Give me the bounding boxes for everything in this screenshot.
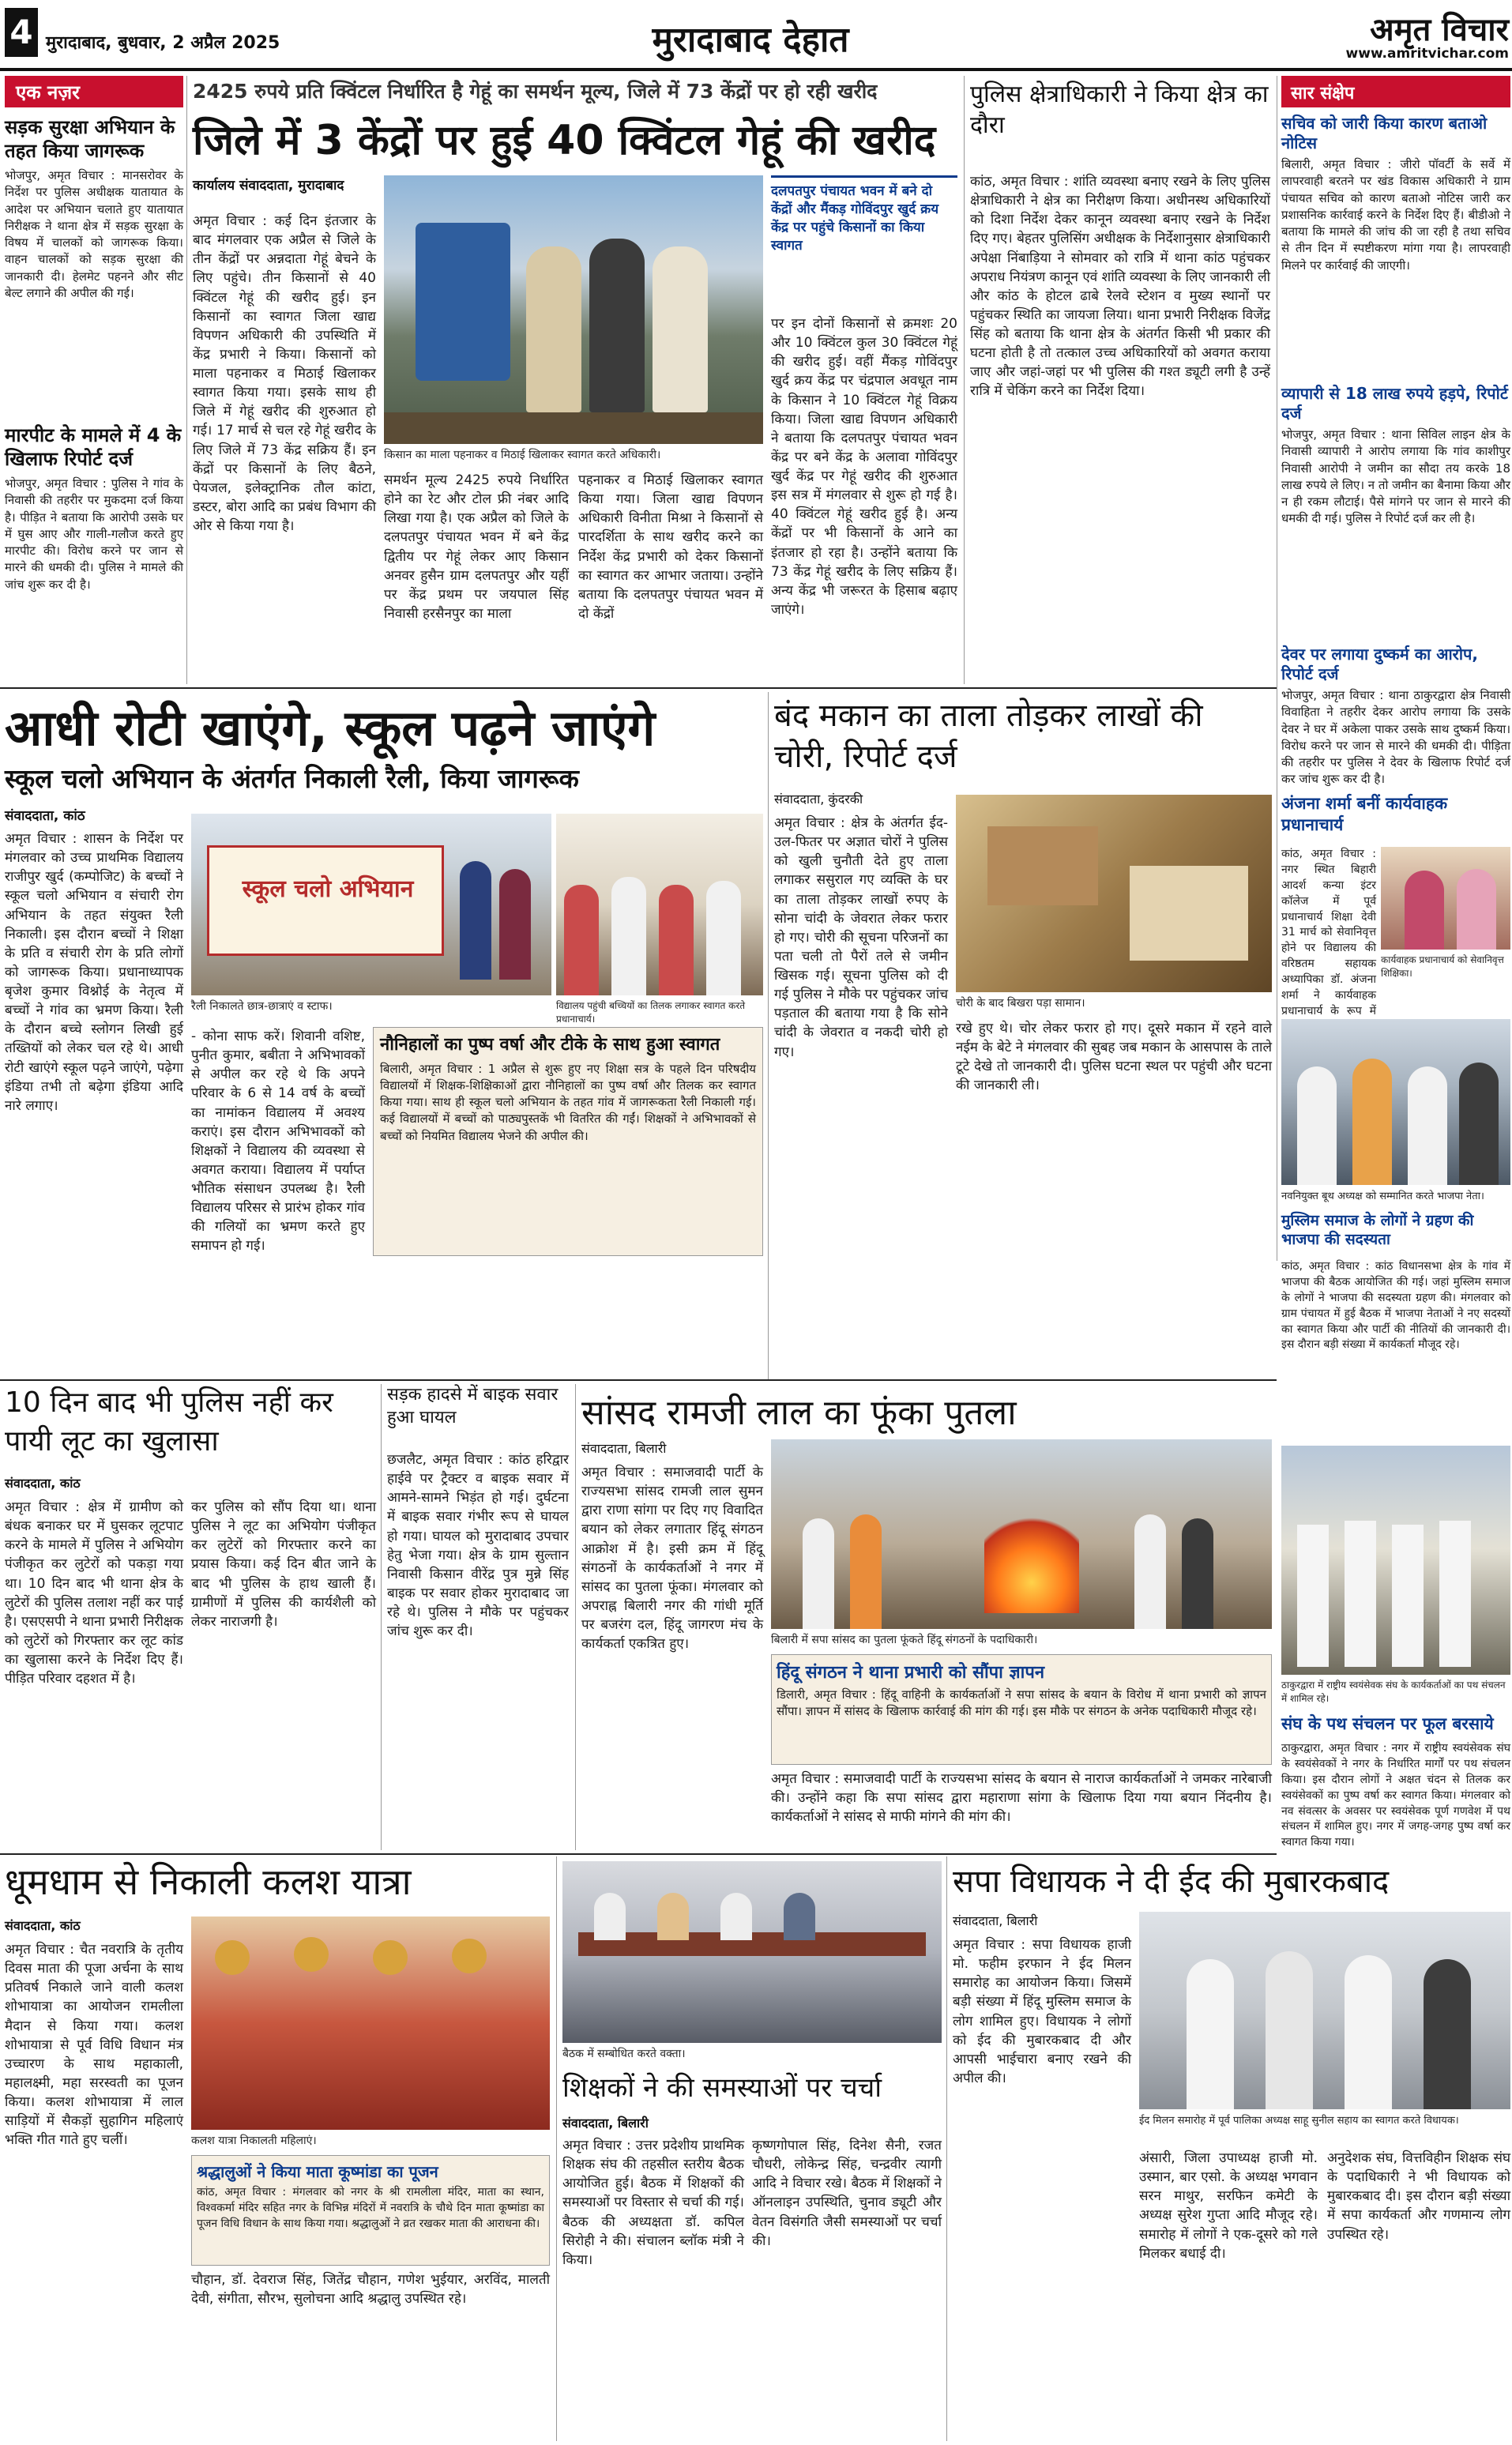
loot-headline: 10 दिन बाद भी पुलिस नहीं कर पायी लूट का खुलासा bbox=[5, 1386, 333, 1458]
sidebar-body: भोजपुर, अमृत विचार : थाना सिविल लाइन क्षेत्र के निवासी व्यापारी ने आरोप लगाया कि गांव काशीपुर निवासी आरोपी ने जमीन का सौदा तय करके 18 लाख रुपये ले लिए। न तो जमीन का बैनामा किया और न ही रकम लौटाई। पैसे मांगने पर जान से मारने की धमकी दी गई। पुलिस ने रिपोर्ट दर्ज कर ली है। bbox=[1281, 427, 1510, 526]
bjp-photo-caption: नवनियुक्त बूथ अध्यक्ष को सम्मानित करते भाजपा नेता। bbox=[1281, 1191, 1484, 1202]
rally-subhead: स्कूल चलो अभियान के अंतर्गत निकाली रैली, किया जागरूक bbox=[5, 763, 579, 794]
sidebar-body: भोजपुर, अमृत विचार : थाना ठाकुरद्वारा क्षेत्र निवासी विवाहिता ने तहरीर देकर आरोप लगाया कि उसके देवर ने घर में अकेला पाकर उसके साथ दुष्कर्म किया। विरोध करने पर जान से मारने की धमकी दी। पीड़िता की तहरीर पर पुलिस ने देवर के खिलाफ रिपोर्ट दर्ज कर जांच शुरू कर दी है। bbox=[1281, 688, 1510, 787]
header-rule bbox=[0, 68, 1512, 71]
bjp-headline: मुस्लिम समाज के लोगों ने ग्रहण की भाजपा की सदस्यता bbox=[1281, 1212, 1474, 1248]
effigy-photo-caption: बिलारी में सपा सांसद का पुतला फूंकते हिंदू संगठनों के पदाधिकारी। bbox=[771, 1634, 1038, 1646]
kalash-sub-box bbox=[191, 2155, 550, 2266]
kalash-sub-headline: श्रद्धालुओं ने किया माता कूष्मांडा का पूजन bbox=[197, 2162, 438, 2181]
kalash-sub-body: कांठ, अमृत विचार : मंगलवार को नगर के श्री रामलीला मंदिर, माता का स्थान, विश्वकर्मा मंदिर सहित नगर के विभिन्न मंदिरों में नवरात्रि के चौथे दिन माता कूष्मांडा का पूजन विधि विधान के साथ किया गया। श्रद्धालुओं ने व्रत रखकर माता की आराधना की। bbox=[197, 2186, 544, 2230]
police-body: कांठ, अमृत विचार : शांति व्यवस्था बनाए रखने के लिए पुलिस क्षेत्राधिकारी ने क्षेत्र का निरीक्षण किया। अधीनस्थ अधिकारियों को दिशा निर्देश देकर कानून व्यवस्था बनाए रखने के निर्देश दिए गए। बेहतर पुलिसिंग अधीक्षक के निर्देशानुसार क्षेत्राधिकारी अपेक्षा निंबाड़िया ने सोमवार को रात्रि में थाना कांठ पहुंचकर अपराध नियंत्रण कानून एवं शांति व्यवस्था के लिए जानकारी ली और कांठ के होटल ढाबे रेलवे स्टेशन व मुख्य स्थानों पर पहुंचकर स्थिति का जायजा लिया। थाना प्रभारी निरीक्षक विजेंद्र सिंह को बताया कि थाना क्षेत्र के अंतर्गत किसी भी प्रकार की घटना होती है तो तत्काल उच्च अधिकारियों को अवगत कराया जाए और जहां-जहां पर भी पुलिस की गश्त ड्यूटी लगी है उन्हें रात्रि में चेकिंग करने का निर्देश दिया। bbox=[970, 174, 1270, 400]
teacher-photo bbox=[1381, 847, 1510, 950]
wheat-headline: जिले में 3 केंद्रों पर हुई 40 क्विंटल गेहूं की खरीद bbox=[193, 117, 936, 164]
left-brief-column bbox=[5, 76, 183, 684]
effigy-headline: सांसद रामजी लाल का फूंका पुतला bbox=[581, 1393, 1017, 1433]
wheat-body-col3: पहनाकर व मिठाई खिलाकर स्वागत किया गया। जिला खाद्य विपणन अधिकारी विनीता मिश्रा ने किसानों से पारदर्शिता के साथ खरीद करने का निर्देश केंद्र प्रभारी को देकर किसानों का स्वागत कर आभार जताया। उन्होंने बताया कि दलपतपुर पंचायत भवन में दो केंद्रों bbox=[578, 472, 763, 622]
rally-body-col2: - कोना साफ करें। शिवानी वशिष्ट, पुनीत कुमार, बबीता ने अभिभावकों से अपील कर रहे थे कि अपने परिवार के 6 से 14 वर्ष के बच्चों का नामांकन विद्यालय में अवश्य कराएं। इस दौरान अभिभावकों को शिक्षकों ने विद्यालय की व्यवस्था से अवगत कराया। विद्यालय में पर्याप्त भौतिक संसाधन उपलब्ध है। रैली विद्यालय परिसर से प्रारंभ होकर गांव की गलियों का भ्रमण करते हुए समापन हो गई। bbox=[191, 1029, 365, 1254]
brief-body: भोजपुर, अमृत विचार : पुलिस ने गांव के निवासी की तहरीर पर मुकदमा दर्ज किया है। पीड़ित ने बताया कि आरोपी उसके घर में घुस आए और गाली-गलौज करते हुए मारपीट की। विरोध करने पर जान से मारने की धमकी दी। पुलिस ने मामले की जांच शुरू कर दी है। bbox=[5, 476, 183, 592]
wheat-body-col1: अमृत विचार : कई दिन इंतजार के बाद मंगलवार एक अप्रैल से जिले के तीन केंद्रों पर अन्नदाता गेहूं बेचने के लिए पहुंचे। तीन किसानों से 40 क्विंटल गेहूं की खरीद हुई। इन किसानों का स्वागत जिला खाद्य विपणन अधिकारी की उपस्थिति में केंद्र प्रभारी ने किया। किसानों को माला पहनाकर व मिठाई खिलाकर स्वागत किया गया। इसके साथ ही जिले में गेहूं खरीद की शुरुआत हो गई। 17 मार्च से चल रहे गेहूं खरीद के लिए जिले में 73 केंद्र सक्रिय हैं। इन केंद्रों पर किसानों के लिए बैठने, पेयजल, इलेक्ट्रानिक तौल कांटा, डस्टर, बोरा आदि का प्रबंध विभाग की ओर से किया गया है। bbox=[193, 213, 376, 534]
sidebar-item bbox=[1281, 384, 1510, 621]
rally-headline: आधी रोटी खाएंगे, स्कूल पढ़ने जाएंगे bbox=[5, 699, 656, 757]
theft-byline: संवाददाता, कुंदरकी bbox=[774, 792, 863, 807]
eid-photo-caption: ईद मिलन समारोह में पूर्व पालिका अध्यक्ष साहू सुनील सहाय का स्वागत करते विधायक। bbox=[1139, 2115, 1459, 2127]
eid-byline: संवाददाता, बिलारी bbox=[953, 1913, 1038, 1928]
loot-body-col2: कर पुलिस को सौंप दिया था। थाना पुलिस ने लूट का अभियोग पंजीकृत कर लुटेरों को गिरफ्तार करने का प्रयास किया। कई दिन बीत जाने के बाद भी पुलिस के हाथ खाली हैं। ग्रामीणों में पुलिस की कार्यशैली को लेकर नाराजगी है। bbox=[191, 1499, 376, 1630]
kalash-photo bbox=[191, 1917, 550, 2130]
eid-photo bbox=[1139, 1912, 1510, 2109]
effigy-sub-headline: हिंदू संगठन ने थाना प्रभारी को सौंपा ज्ञापन bbox=[777, 1663, 1045, 1683]
theft-headline: बंद मकान का ताला तोड़कर लाखों की चोरी, रिपोर्ट दर्ज bbox=[774, 698, 1203, 775]
wheat-byline: कार्यालय संवाददाता, मुरादाबाद bbox=[193, 178, 344, 194]
sidebar-item bbox=[1281, 114, 1510, 374]
theft-body-col1: अमृत विचार : क्षेत्र के अंतर्गत ईद-उल-फितर पर अज्ञात चोरों ने पुलिस को खुली चुनौती देते हुए ताला लगाकर ससुराल गए व्यक्ति के घर का ताला तोड़कर लाखों रुपए के सोना चांदी के जेवरात लेकर फरार हो गए। चोरी की सूचना परिजनों का पता चली तो पैरों तले से जमीन खिसक गई। सूचना पुलिस को दी गई पुलिस ने मौके पर पहुंचकर जांच पड़ताल की बताया गया है कि सोने चांदी के जेवरात व नकदी चोरी हो गए। bbox=[774, 815, 948, 1060]
meeting-body-col2: कृष्णगोपाल सिंह, दिनेश सैनी, रजत चौधरी, लोकेन्द्र सिंह, चन्द्रवीर त्यागी आदि ने विचार रखे। बैठक में शिक्षकों ने ऑनलाइन उपस्थिति, चुनाव ड्यूटी और वेतन विसंगति जैसी समस्याओं पर चर्चा की। bbox=[752, 2138, 942, 2249]
masthead bbox=[0, 0, 1512, 66]
eid-body-col2: अंसारी, जिला उपाध्यक्ष हाजी मो. उस्मान, बार एसो. के अध्यक्ष भगवान सरन माथुर, सरफिन कमेटी के अध्यक्ष सुरेश गुप्ता आदि मौजूद रहे। समारोह में लोगों ने एक-दूसरे को गले मिलकर बधाई दी। bbox=[1139, 2150, 1318, 2262]
rally-photo-1-caption: रैली निकालते छात्र-छात्राएं व स्टाफ। bbox=[191, 1000, 333, 1013]
notice-headline: नौनिहालों का पुष्प वर्षा और टीके के साथ हुआ स्वागत bbox=[380, 1035, 720, 1055]
effigy-body-col1: अमृत विचार : समाजवादी पार्टी के राज्यसभा सांसद रामजी लाल सुमन द्वारा राणा सांगा पर दिए गए विवादित बयान को लेकर लगातार हिंदू संगठन आक्रोश में है। इसी क्रम में हिंदू संगठनों के कार्यकर्ताओं ने नगर में सांसद का पुतला फूंका। मंगलवार को अपराह्न बिलारी नगर की गांधी मूर्ति पर बजरंग दल, हिंदू जागरण मंच के कार्यकर्ता एकत्रित हुए। bbox=[581, 1465, 763, 1653]
rally-photo-1 bbox=[191, 814, 551, 995]
sidebar-body: बिलारी, अमृत विचार : जीरो पॉवर्टी के सर्वे में लापरवाही बरतने पर खंड विकास अधिकारी ने ग्राम पंचायत सचिव को कारण बताओ नोटिस जारी कर प्रशासनिक कार्रवाई करने के निर्देश दिए हैं। बीडीओ ने बताया कि मामले की जांच की जा रही है तथा सचिव से तीन दिन में स्पष्टीकरण मांगा गया है। लापरवाही मिलने पर कार्रवाई की जाएगी। bbox=[1281, 157, 1510, 273]
meeting-headline: शिक्षकों ने की समस्याओं पर चर्चा bbox=[562, 2072, 882, 2104]
brief-item bbox=[5, 115, 183, 447]
brief-headline: सड़क सुरक्षा अभियान के तहत किया जागरूक bbox=[5, 116, 175, 162]
rally-byline: संवाददाता, कांठ bbox=[5, 808, 85, 824]
sidebar-headline: देवर पर लगाया दुष्कर्म का आरोप, रिपोर्ट दर्ज bbox=[1281, 645, 1478, 683]
meeting-photo bbox=[562, 1861, 942, 2043]
teacher-headline: अंजना शर्मा बनीं कार्यवाहक प्रधानाचार्य bbox=[1281, 794, 1448, 835]
police-headline: पुलिस क्षेत्राधिकारी ने किया क्षेत्र का दौरा bbox=[970, 81, 1269, 139]
rally-body-col1: अमृत विचार : शासन के निर्देश पर मंगलवार को उच्च प्राथमिक विद्यालय राजीपुर खुर्द (कम्पोजिट) के बच्चों ने स्कूल चलो अभियान व संचारी रोग अभियान के तहत संयुक्त रैली निकाली। इस दौरान बच्चों ने शिक्षा के प्रति व संचारी रोग के प्रति लोगों को जागरूक किया। प्रधानाध्यापक बृजेश कुमार विश्नोई के नेतृत्व में बच्चों ने गांव का भ्रमण किया। रैली के दौरान बच्चे स्लोगन लिखी हुई तख्तियों को लेकर चल रहे थे। आधी रोटी खाएंगे स्कूल पढ़ने जाएंगे, पढ़ेगा इंडिया तभी तो बढ़ेगा इंडिया आदि नारे लगाए। bbox=[5, 831, 183, 1114]
brand-logo: अमृत विचार bbox=[1370, 11, 1509, 48]
accident-headline: सड़क हादसे में बाइक सवार हुआ घायल bbox=[387, 1385, 559, 1428]
bjp-body: कांठ, अमृत विचार : कांठ विधानसभा क्षेत्र के गांव में भाजपा की बैठक आयोजित की गई। जहां मुस्लिम समाज के लोगों ने भाजपा की सदस्यता ग्रहण की। मंगलवार को ग्राम पंचायत में हुई बैठक में भाजपा नेताओं ने नए सदस्यों का स्वागत किया और पार्टी की नीतियों की जानकारी दी। इस दौरान बड़ी संख्या में कार्यकर्ता मौजूद रहे। bbox=[1281, 1260, 1510, 1352]
wheat-kicker: 2425 रुपये प्रति क्विंटल निर्धारित है गेहूं का समर्थन मूल्य, जिले में 73 केंद्रों पर हो रही खरीद bbox=[193, 80, 878, 103]
rally-banner-text: स्कूल चलो अभियान bbox=[242, 875, 414, 903]
kalash-photo-caption: कलश यात्रा निकालती महिलाएं। bbox=[191, 2135, 317, 2147]
notice-box bbox=[373, 1027, 763, 1256]
effigy-sub-body: डिलारी, अमृत विचार : हिंदू वाहिनी के कार्यकर्ताओं ने सपा सांसद के बयान के विरोध में थाना प्रभारी को ज्ञापन सौंपा। ज्ञापन में सांसद के खिलाफ कार्रवाई की मांग की गई। इस मौके पर संगठन के अनेक पदाधिकारी मौजूद रहे। bbox=[777, 1687, 1266, 1719]
loot-byline: संवाददाता, कांठ bbox=[5, 1476, 81, 1491]
sidebar-tag: सार संक्षेप bbox=[1281, 76, 1510, 107]
kalash-body-col3: चौहान, डॉ. देवराज सिंह, जितेंद्र चौहान, गणेश भुईयार, अरविंद, मालती देवी, संगीता, सौरभ, सुलोचना आदि श्रद्धालु उपस्थित रहे। bbox=[191, 2272, 550, 2308]
wheat-photo bbox=[384, 175, 763, 444]
eid-body-col1: अमृत विचार : सपा विधायक हाजी मो. फहीम इरफान ने ईद मिलन समारोह का आयोजन किया। जिसमें बड़ी संख्या में हिंदू मुस्लिम समाज के लोग शामिल हुए। विधायक ने लोगों को ईद की मुबारकबाद दी और आपसी भाईचारा बनाए रखने की अपील की। bbox=[953, 1937, 1131, 2086]
rss-headline: संघ के पथ संचलन पर फूल बरसाये bbox=[1281, 1714, 1494, 1733]
rally-photo-2 bbox=[556, 814, 763, 995]
meeting-byline: संवाददाता, बिलारी bbox=[562, 2116, 649, 2131]
effigy-photo bbox=[771, 1439, 1272, 1629]
brief-headline: मारपीट के मामले में 4 के खिलाफ रिपोर्ट दर्ज bbox=[5, 424, 182, 470]
wheat-body-col2: समर्थन मूल्य 2425 रुपये निर्धारित होने का रेट और टोल फ्री नंबर आदि लिखा गया है। एक अप्रैल को जिले के दलपतपुर पंचायत भवन में बने केंद्र द्वितीय पर गेहूं लेकर आए किसान अनवर हुसैन ग्राम दलपतपुर और यहीं पर केंद्र प्रथम पर जयपाल सिंह निवासी हरसैनपुर का माला bbox=[384, 472, 569, 622]
meeting-photo-caption: बैठक में सम्बोधित करते वक्ता। bbox=[562, 2048, 686, 2060]
eid-headline: सपा विधायक ने दी ईद की मुबारकबाद bbox=[953, 1864, 1390, 1900]
theft-body-col2: रखे हुए थे। चोर लेकर फरार हो गए। दूसरे मकान में रहने वाले नईम के बेटे ने मंगलवार की सुबह जब मकान के आसपास के ताले टूटे देखे तो जानकारी दी। पुलिस घटना स्थल पर पहुंची और घटना की जानकारी ली। bbox=[956, 1021, 1272, 1094]
rss-photo-caption: ठाकुरद्वारा में राष्ट्रीय स्वयंसेवक संघ के कार्यकर्ताओं का पथ संचलन में शामिल रहे। bbox=[1281, 1680, 1506, 1704]
accident-body: छजलैट, अमृत विचार : कांठ हरिद्वार हाईवे पर ट्रैक्टर व बाइक सवार में आमने-सामने भिड़ंत हो गई। दुर्घटना में बाइक सवार गंभीर रूप से घायल हो गया। घायल को मुरादाबाद उपचार हेतु भेजा गया। क्षेत्र के ग्राम सुल्तान निवासी किसान वीरेंद्र पुत्र मुन्ने सिंह बाइक पर सवार होकर मुरादाबाद जा रहे थे। पुलिस ने मौके पर पहुंचकर जांच शुरू कर दी। bbox=[387, 1452, 569, 1640]
rss-photo bbox=[1281, 1446, 1510, 1675]
kalash-body-col1: अमृत विचार : चैत नवरात्रि के तृतीय दिवस माता की पूजा अर्चना के साथ प्रतिवर्ष निकाले जाने वाली कलश शोभायात्रा का आयोजन रामलीला मैदान से किया गया। कलश शोभायात्रा से पूर्व विधि विधान मंत्र उच्चारण के साथ महाकाली, महालक्ष्मी, महा सरस्वती का पूजन किया। कलश शोभायात्रा में लाल साड़ियों में सैकड़ों सुहागिन महिलाएं भक्ति गीत गाते हुए चलीं। bbox=[5, 1942, 183, 2149]
dateline: मुरादाबाद, बुधवार, 2 अप्रैल 2025 bbox=[46, 33, 280, 53]
sidebar-headline: सचिव को जारी किया कारण बताओ नोटिस bbox=[1281, 114, 1488, 152]
sidebar-headline: व्यापारी से 18 लाख रुपये हड़पे, रिपोर्ट दर्ज bbox=[1281, 384, 1508, 423]
effigy-byline: संवाददाता, बिलारी bbox=[581, 1441, 667, 1456]
section-title: मुरादाबाद देहात bbox=[652, 20, 849, 60]
wheat-body-col4: पर इन दोनों किसानों से क्रमशः 20 और 10 क्विंटल कुल 30 क्विंटल गेहूं की खरीद हुई। वहीं मैंकड़ गोविंदपुर खुर्द क्रय केंद्र पर चंद्रपाल अवधूत नाम के किसान ने 10 क्विंटल गेहूं विक्रय किया। जिला खाद्य विपणन अधिकारी ने बताया कि दलपतपुर पंचायत भवन केंद्र पर बने केंद्र के अलावा गोविंदपुर खुर्द केंद्र पर गेहूं खरीद की शुरुआत इस सत्र में मंगलवार से शुरू हो गई है। 40 क्विंटल गेहूं खरीद हुई है। अन्य केंद्रों पर भी किसानों के आने का इंतजार हो रहा है। उन्होंने बताया कि 73 केंद्र गेहूं खरीद के लिए सक्रिय हैं। अन्य केंद्र भी जरूरत के हिसाब बढ़ाए जाएंगे। bbox=[771, 316, 957, 618]
brief-tag: एक नज़र bbox=[5, 76, 183, 107]
wheat-side-head: दलपतपुर पंचायत भवन में बने दो केंद्रों और मैंकड़ गोविंदपुर खुर्द क्रय केंद्र पर पहुंचे किसानों का किया स्वागत bbox=[771, 175, 957, 310]
loot-body-col1: अमृत विचार : क्षेत्र में ग्रामीण को बंधक बनाकर घर में घुसकर लूटपाट करने के मामले में पुलिस ने अभियोग पंजीकृत कर लुटेरों को पकड़ा गया था। 10 दिन बाद भी थाना क्षेत्र के लुटेरों की पुलिस तलाश नहीं कर पाई है। एसएसपी ने थाना प्रभारी निरीक्षक को लुटेरों को गिरफ्तार कर लूट कांड का खुलासा करने के निर्देश दिए हैं। पीड़ित परिवार दहशत में है। bbox=[5, 1499, 183, 1687]
website: www.amritvichar.com bbox=[1345, 46, 1509, 62]
brief-body: भोजपुर, अमृत विचार : मानसरोवर के निर्देश पर पुलिस अधीक्षक यातायात के आदेश पर अभियान चलाते हुए यातायात निरीक्षक ने थाना क्षेत्र में सड़क सुरक्षा के विषय में चालकों को जागरूक किया। वाहन चालकों को सड़क सुरक्षा की जानकारी दी। हेलमेट पहनने और सीट बेल्ट लगाने की अपील की गई। bbox=[5, 168, 183, 301]
kalash-byline: संवाददाता, कांठ bbox=[5, 1918, 81, 1933]
effigy-sub-box bbox=[771, 1654, 1272, 1765]
effigy-body-col2: अमृत विचार : समाजवादी पार्टी के राज्यसभा सांसद के बयान से नाराज कार्यकर्ताओं ने जमकर नारेबाजी की। उन्होंने कहा कि सपा सांसद द्वारा महाराणा सांगा के खिलाफ दिया गया बयान निंदनीय है। कार्यकर्ताओं ने सांसद से माफी मांगने की मांग की। bbox=[771, 1771, 1272, 1826]
theft-photo bbox=[956, 795, 1272, 992]
meeting-body-col1: अमृत विचार : उत्तर प्रदेशीय प्राथमिक शिक्षक संघ की तहसील स्तरीय बैठक आयोजित हुई। बैठक में शिक्षकों की समस्याओं पर विस्तार से चर्चा की गई। बैठक की अध्यक्षता डॉ. कपिल सिरोही ने की। संचालन ब्लॉक मंत्री ने किया। bbox=[562, 2138, 744, 2268]
teacher-body: कांठ, अमृत विचार : नगर स्थित बिहारी आदर्श कन्या इंटर कॉलेज में पूर्व प्रधानाचार्य शिक्षा देवी 31 मार्च को सेवानिवृत्त होने पर विद्यालय की वरिष्ठतम सहायक अध्यापिका डॉ. अंजना शर्मा ने कार्यवाहक प्रधानाचार्य के रूप में bbox=[1281, 848, 1376, 1017]
kalash-headline: धूमधाम से निकाली कलश यात्रा bbox=[5, 1860, 412, 1903]
wheat-photo-caption: किसान का माला पहनाकर व मिठाई खिलाकर स्वागत करते अधिकारी। bbox=[384, 449, 661, 461]
rally-banner bbox=[207, 845, 444, 956]
brief-item bbox=[5, 423, 183, 684]
notice-body: बिलारी, अमृत विचार : 1 अप्रैल से शुरू हुए नए शिक्षा सत्र के पहले दिन परिषदीय विद्यालयों में शिक्षक-शिक्षिकाओं द्वारा नौनिहालों का पुष्प वर्षा और तिलक कर स्वागत किया गया। साथ ही स्कूल चलो अभियान के तहत गांव में जागरूकता रैली निकाली गई। कई विद्यालयों में बच्चों को पाठ्यपुस्तकें भी वितरित की गईं। शिक्षकों ने अभिभावकों से बच्चों को नियमित विद्यालय भेजने की अपील की। bbox=[380, 1061, 756, 1143]
page-number: 4 bbox=[5, 8, 38, 57]
eid-body-col3: अनुदेशक संघ, वित्तविहीन शिक्षक संघ के पदाधिकारी ने भी विधायक को मुबारकबाद दी। इस दौरान बड़ी संख्या में सपा कार्यकर्ता और गणमान्य लोग उपस्थित रहे। bbox=[1327, 2150, 1510, 2243]
rally-photo-2-caption: विद्यालय पहुंची बच्चियों का तिलक लगाकर स्वागत करते प्रधानाचार्य। bbox=[556, 1000, 746, 1025]
bjp-photo bbox=[1281, 1019, 1510, 1185]
teacher-photo-caption: कार्यवाहक प्रधानाचार्य को सेवानिवृत्त शिक्षिका। bbox=[1381, 954, 1504, 979]
theft-photo-caption: चोरी के बाद बिखरा पड़ा सामान। bbox=[956, 997, 1085, 1010]
rss-body: ठाकुरद्वारा, अमृत विचार : नगर में राष्ट्रीय स्वयंसेवक संघ के स्वयंसेवकों ने नगर के निर्धारित मार्गों पर पथ संचलन किया। इस दौरान लोगों ने अक्षत चंदन से तिलक कर स्वयंसेवकों का पुष्प वर्षा कर स्वागत किया। मंगलवार को नव संवत्सर के अवसर पर स्वयंसेवक पूर्ण गणवेश में पथ संचलन में शामिल हुए। नगर में जगह-जगह पुष्प वर्षा कर स्वागत किया गया। bbox=[1281, 1742, 1510, 1849]
